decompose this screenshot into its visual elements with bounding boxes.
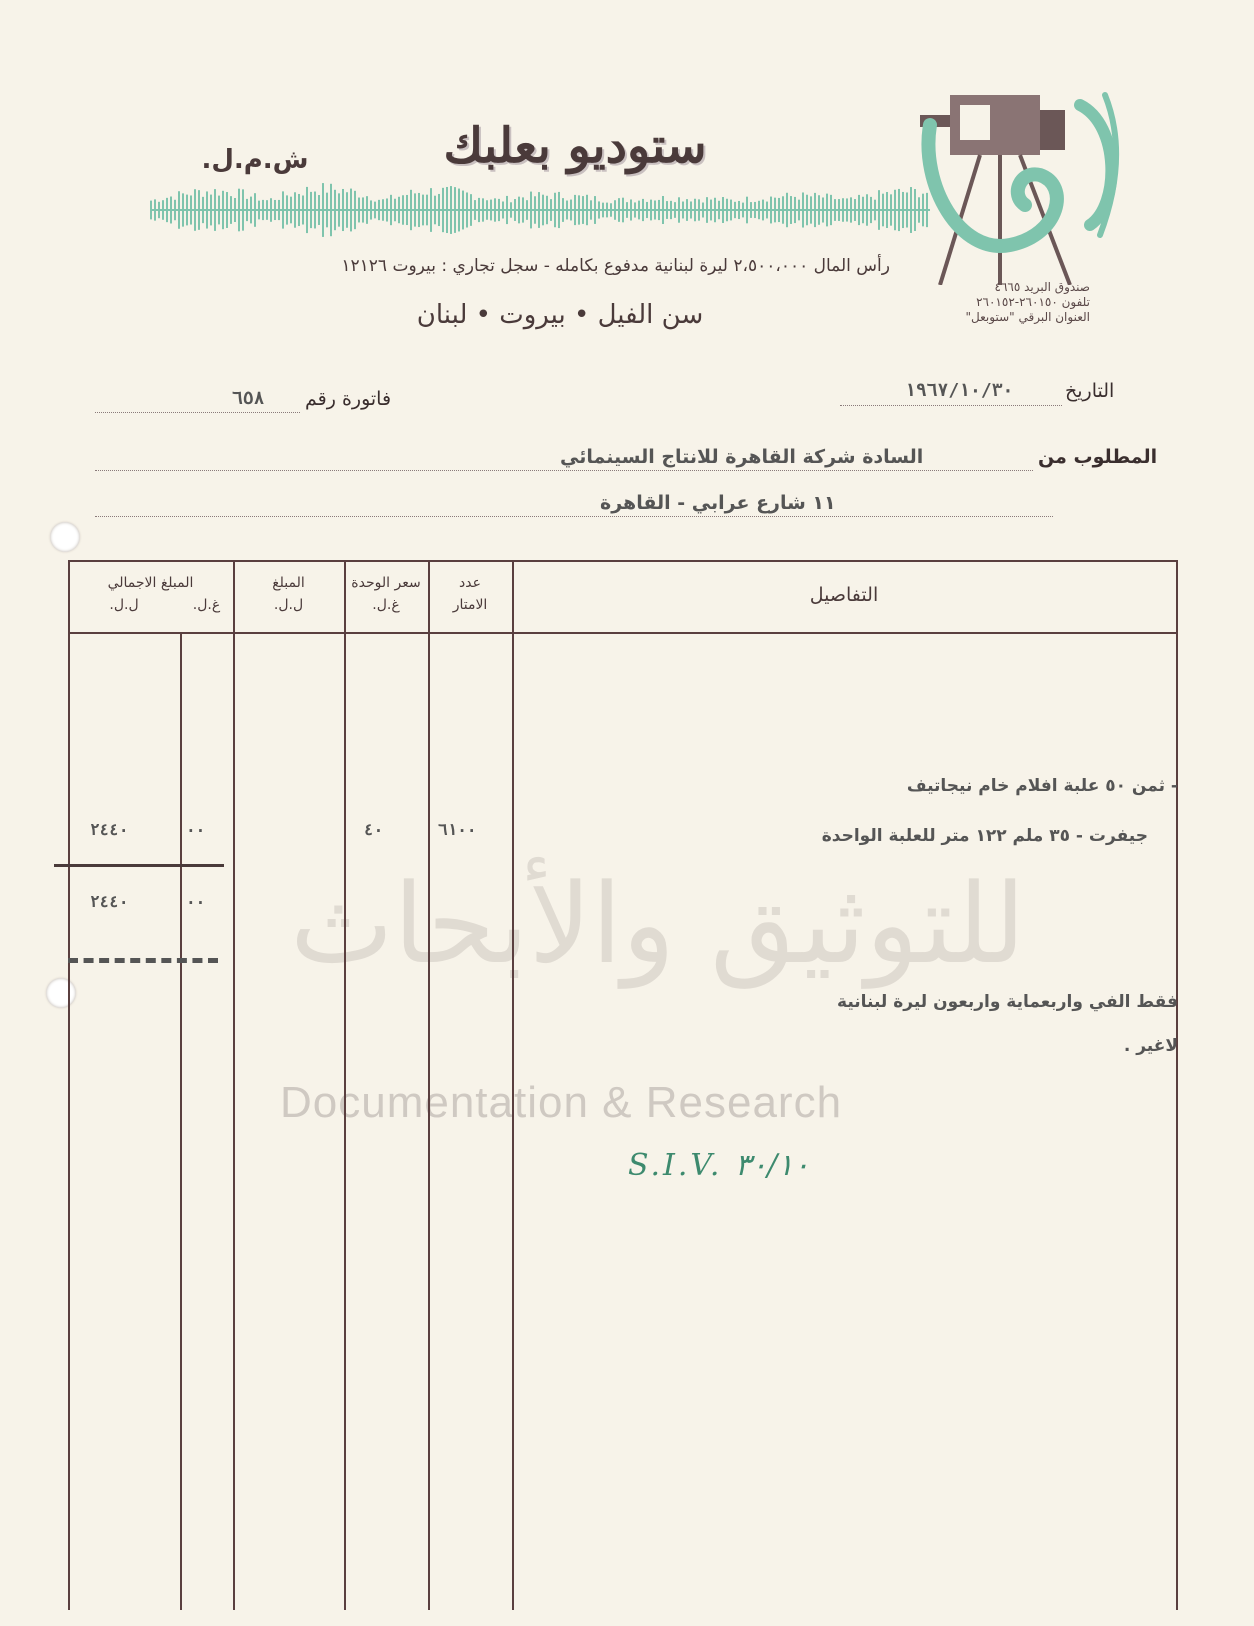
billed-to-dotted-line-2 (95, 516, 1053, 517)
header-meters-line-2: الامتار (452, 597, 488, 613)
header-unit-price-line-2: غ.ل. (372, 597, 400, 613)
phone: تلفون ٢٦٠١٥٠-٢٦٠١٥٢ (976, 295, 1090, 309)
item-unit-price: ٤٠ (364, 820, 384, 839)
company-suffix: ش.م.ل. (201, 145, 309, 175)
header-meters-line-1: عدد (459, 575, 481, 591)
item-description-line-2: جيفرت - ٣٥ ملم ١٢٢ متر للعلبة الواحدة (821, 826, 1148, 846)
capital-line: رأس المال ٢،٥٠٠،٠٠٠ ليرة لبنانية مدفوع بكامله - سجل تجاري : بيروت ١٢١٢٦ (341, 256, 890, 276)
studio-camera-logo-icon (920, 85, 1130, 285)
date-value: ١٩٦٧/١٠/٣٠ (905, 380, 1014, 401)
header-total-gl: غ.ل. (192, 597, 221, 613)
table-col-divider-4 (512, 560, 514, 1610)
table-col-divider-2 (344, 560, 346, 1610)
item-meters: ٦١٠٠ (438, 820, 477, 839)
po-box: صندوق البريد ٤٦٦٥ (994, 280, 1090, 294)
billed-to-line-2: ١١ شارع عرابي - القاهرة (600, 492, 836, 514)
invoice-number-dotted-line (95, 412, 300, 413)
punch-hole-top (50, 522, 80, 552)
table-col-divider-1 (233, 560, 235, 1610)
item-total-ll: ٢٤٤٠ (90, 820, 129, 839)
watermark-english: Documentation & Research (280, 1078, 843, 1127)
watermark-arabic: للتوثيق والأبحاث (290, 860, 1026, 988)
telegraph-address: العنوان البرقي "ستوبعل" (965, 310, 1090, 324)
item-description-line-1: - ثمن ٥٠ علبة افلام خام نيجاتيف (906, 776, 1178, 796)
subtotal-rule (54, 864, 224, 867)
handwritten-signature: S.I.V. ٣٠/١٠ (628, 1148, 810, 1183)
sum-total-gl: ٠٠ (186, 892, 206, 911)
header-total-line-1: المبلغ الاجمالي (107, 575, 194, 591)
header-amount-line-2: ل.ل. (273, 597, 304, 613)
table-col-right-edge (1176, 560, 1178, 1610)
amount-in-words-line-2: لاغير . (1123, 1036, 1178, 1056)
table-col-divider-3 (428, 560, 430, 1610)
total-double-rule (68, 958, 218, 963)
invoice-number-label: فاتورة رقم (305, 388, 392, 410)
billed-to-line-1: السادة شركة القاهرة للانتاج السينمائي (560, 446, 924, 468)
sound-wave-decoration (150, 180, 930, 240)
table-col-total-split (180, 632, 182, 1610)
table-col-left-edge (68, 560, 70, 1610)
address-line: سن الفيل • بيروت • لبنان (416, 300, 704, 330)
header-unit-price-line-1: سعر الوحدة (351, 575, 421, 591)
billed-to-dotted-line-1 (95, 470, 1033, 471)
company-contact (940, 280, 1090, 325)
billed-to-label: المطلوب من (1038, 446, 1158, 468)
company-name: ستوديو بعلبك (443, 118, 707, 174)
date-label: التاريخ (1065, 380, 1115, 402)
header-total-ll: ل.ل. (109, 597, 139, 613)
invoice-table (68, 560, 1178, 1610)
header-amount-line-1: المبلغ (272, 575, 305, 591)
date-dotted-line (840, 405, 1062, 406)
item-total-gl: ٠٠ (186, 820, 206, 839)
amount-in-words-line-1: فقط الفي واربعماية واربعون ليرة لبنانية (837, 992, 1178, 1012)
invoice-number-value: ٦٥٨ (232, 388, 265, 409)
sum-total-ll: ٢٤٤٠ (90, 892, 129, 911)
header-details: التفاصيل (809, 584, 879, 606)
